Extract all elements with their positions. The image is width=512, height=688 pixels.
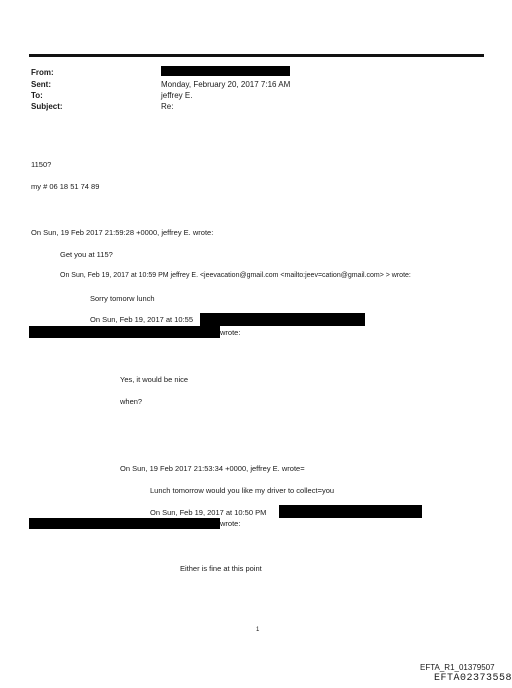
sent-value: Monday, February 20, 2017 7:16 AM	[161, 80, 291, 89]
quote-5-header: On Sun, Feb 19, 2017 at 10:50 PM	[150, 508, 267, 517]
quote-1-header: On Sun, 19 Feb 2017 21:59:28 +0000, jeffrey E. wrote:	[31, 228, 214, 237]
quote-4-text: Lunch tomorrow would you like my driver to collect=you	[150, 486, 335, 495]
quote-3-redaction-2	[29, 326, 220, 338]
to-value: jeffrey E.	[161, 91, 193, 100]
bates-number-1: EFTA_R1_01379507	[420, 663, 495, 672]
quote-3-redaction-1	[200, 313, 365, 326]
header-rule	[29, 54, 484, 57]
quote-1-text: Get you at 115?	[60, 250, 113, 259]
quote-3-text-1: Yes, it would be nice	[120, 375, 189, 384]
quote-3-wrote: wrote:	[220, 328, 241, 337]
quote-4-header: On Sun, 19 Feb 2017 21:53:34 +0000, jeffrey E. wrote=	[120, 464, 305, 473]
quote-3-header: On Sun, Feb 19, 2017 at 10:55	[90, 315, 193, 324]
quote-5-redaction-1	[279, 505, 422, 518]
body-line-2: my # 06 18 51 74 89	[31, 182, 100, 191]
quote-2-header: On Sun, Feb 19, 2017 at 10:59 PM jeffrey E. <jeevacation@gmail.com <mailto:jeev=cation@gmail.com> > wrote:	[60, 272, 411, 279]
bates-number-2: EFTA02373558	[434, 673, 512, 684]
sent-label: Sent:	[31, 80, 51, 89]
quote-3-text-2: when?	[120, 397, 143, 406]
from-label: From:	[31, 68, 54, 77]
body-line-1: 1150?	[31, 160, 52, 169]
quote-2-text: Sorry tomorw lunch	[90, 294, 155, 303]
subject-label: Subject:	[31, 102, 63, 111]
from-redaction	[161, 66, 290, 76]
page-number: 1	[256, 627, 260, 633]
quote-5-wrote: wrote:	[220, 519, 241, 528]
quote-5-redaction-2	[29, 518, 220, 529]
quote-5-text: Either is fine at this point	[180, 564, 262, 573]
subject-value: Re:	[161, 102, 174, 111]
to-label: To:	[31, 91, 43, 100]
